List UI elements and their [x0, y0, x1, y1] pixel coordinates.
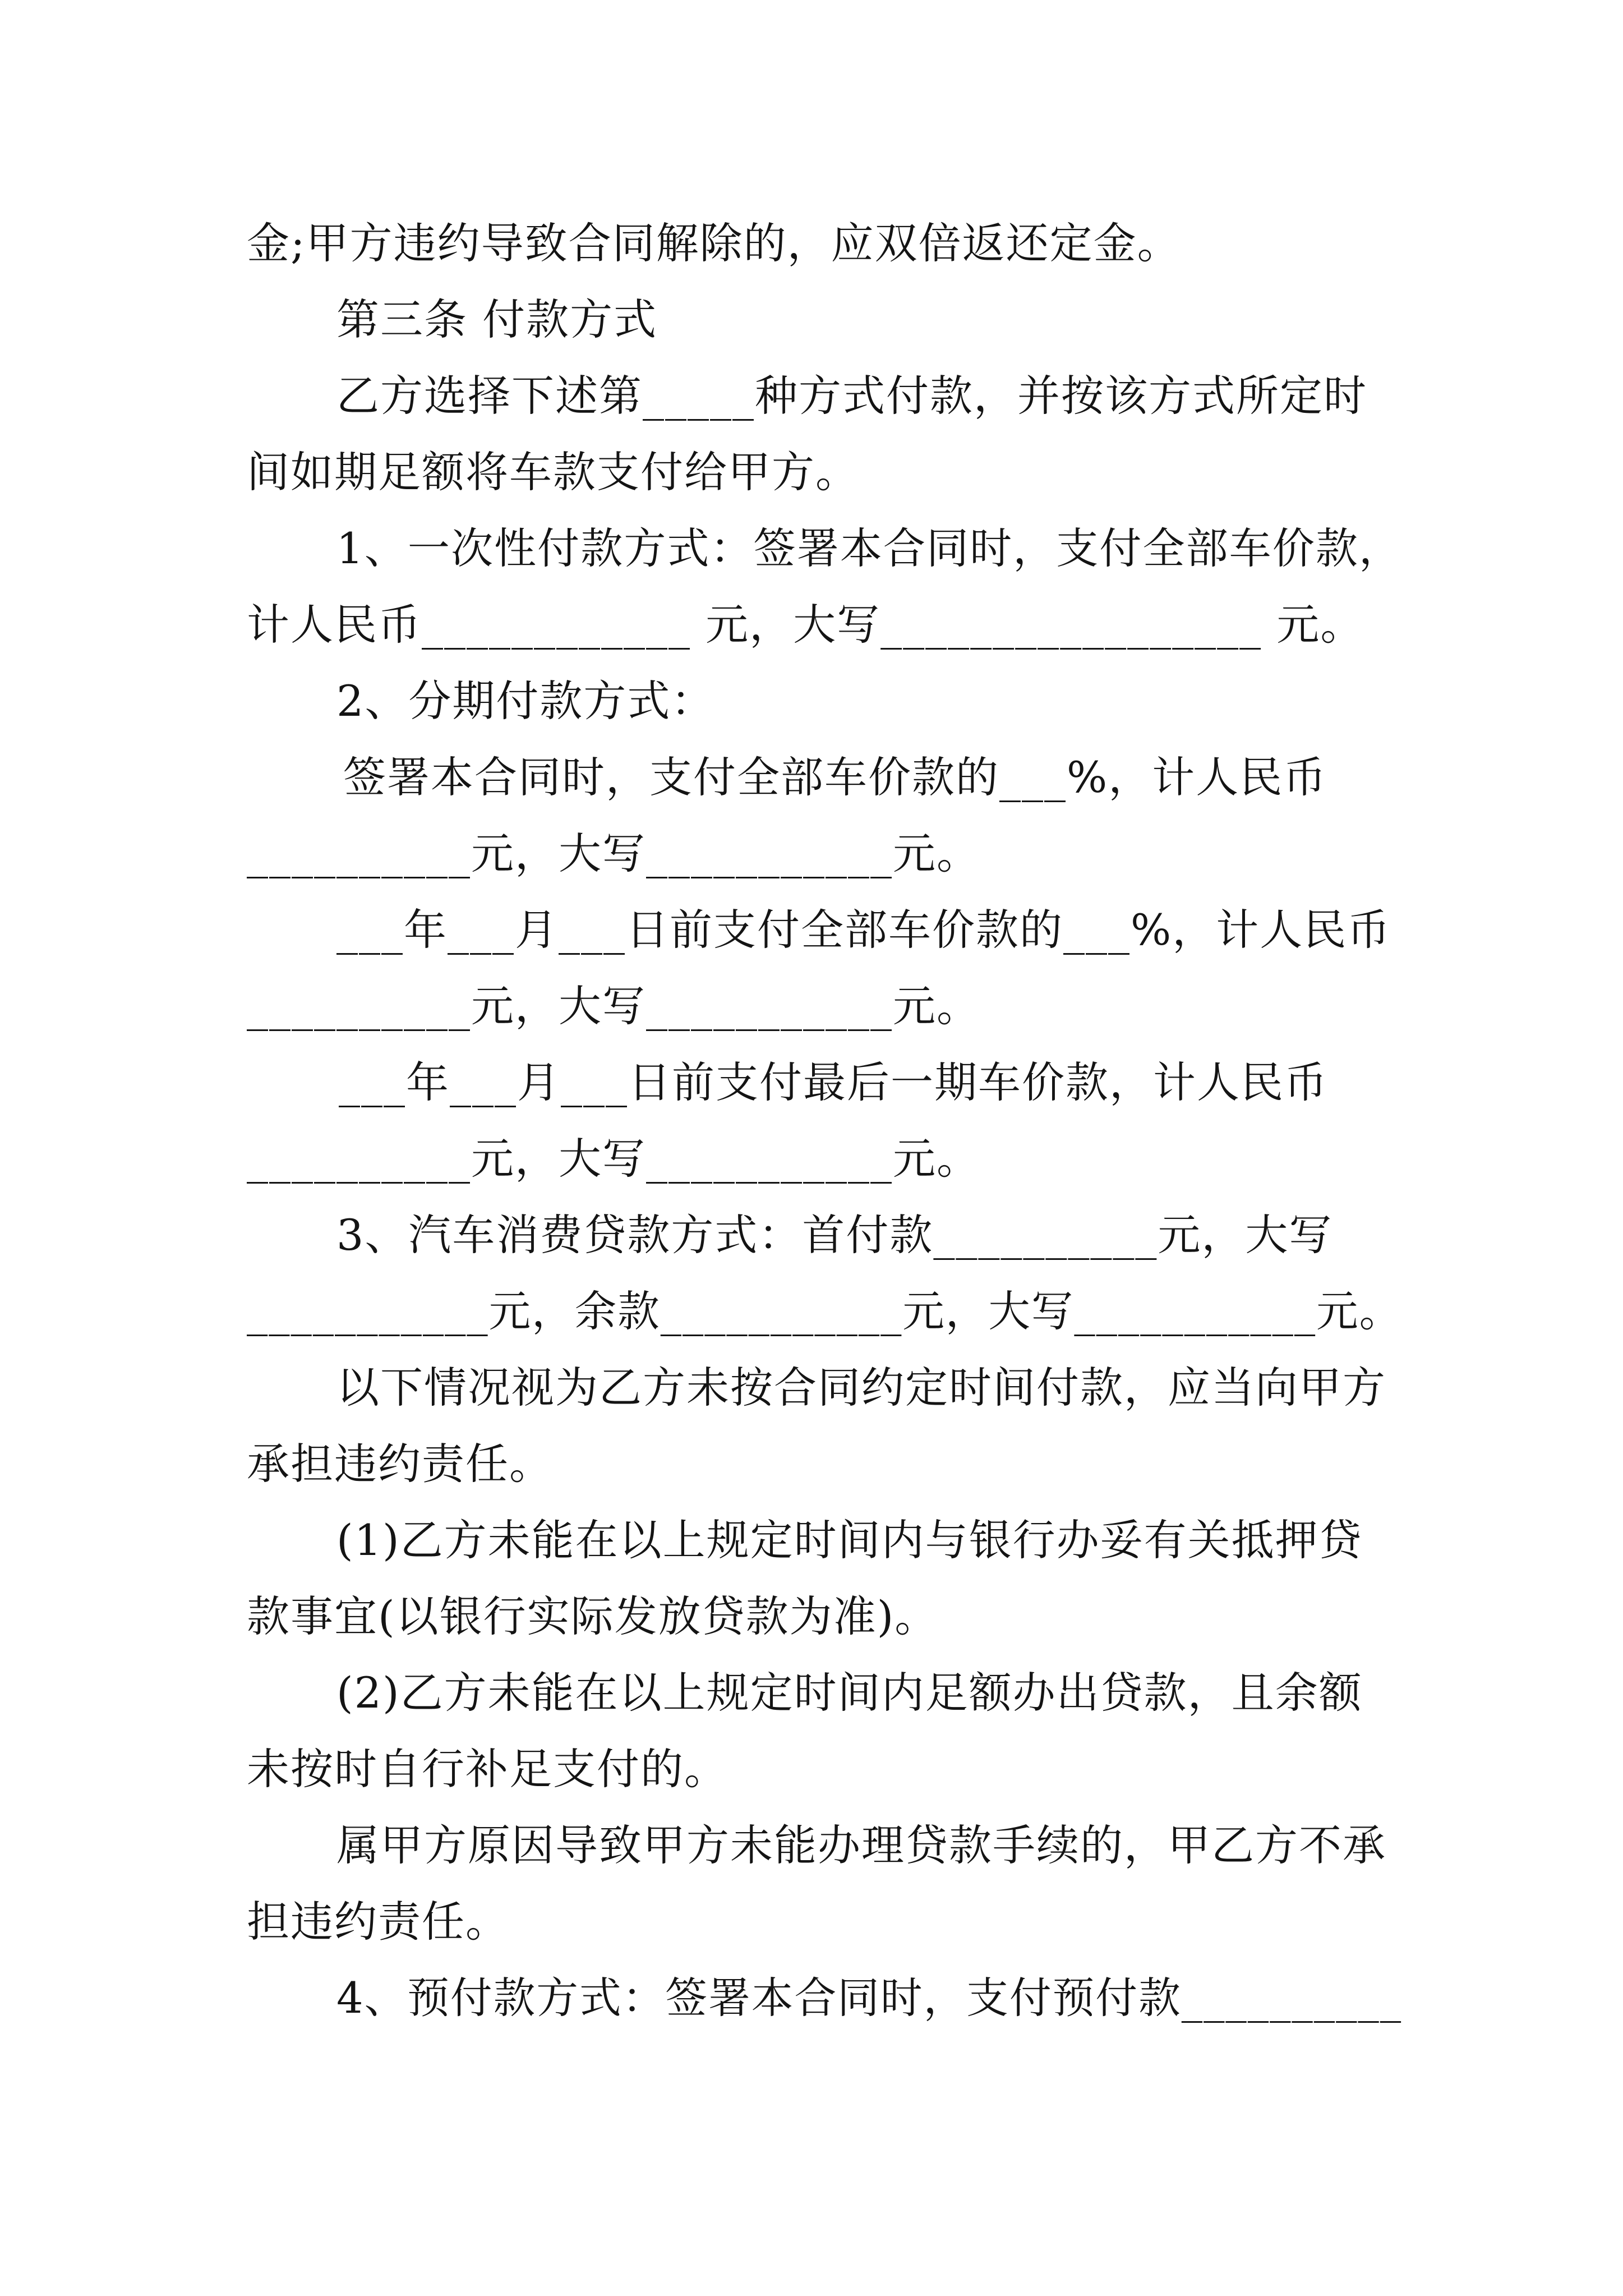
text-line: 属甲方原因导致甲方未能办理贷款手续的，甲乙方不承 — [336, 1820, 1386, 1870]
section-heading: 第三条 付款方式 — [336, 295, 658, 344]
text-line: __________元，大写___________元。 — [247, 981, 980, 1031]
text-line: 间如期足额将车款支付给甲方。 — [247, 447, 859, 497]
text-line: 计人民币____________ 元，大写_________________ 元。 — [247, 600, 1364, 650]
text-line: 3、汽车消费贷款方式：首付款__________元，大写 — [336, 1210, 1333, 1260]
text-line: 2、分期付款方式： — [336, 676, 715, 726]
text-line: 4、预付款方式：签署本合同时，支付预付款__________ — [336, 1973, 1403, 2023]
text-line: (2)乙方未能在以上规定时间内足额办出贷款，且余额 — [336, 1668, 1363, 1718]
text-line: (1)乙方未能在以上规定时间内与银行办妥有关抵押贷 — [336, 1515, 1363, 1565]
text-line: 承担违约责任。 — [247, 1439, 553, 1489]
text-line: 款事宜(以银行实际发放贷款为准)。 — [247, 1591, 939, 1641]
text-line: 以下情况视为乙方未按合同约定时间付款，应当向甲方 — [336, 1363, 1386, 1412]
text-line: 1、一次性付款方式：签署本合同时，支付全部车价款， — [336, 523, 1403, 573]
text-line: ___________元，余款___________元，大写___________元。 — [247, 1286, 1403, 1336]
text-line: __________元，大写___________元。 — [247, 1134, 980, 1184]
text-line: ___年___月___日前支付最后一期车价款，计人民币 — [339, 1057, 1328, 1107]
text-line: __________元，大写___________元。 — [247, 829, 980, 878]
text-line: 金;甲方违约导致合同解除的，应双倍返还定金。 — [247, 218, 1181, 268]
text-line: 签署本合同时，支付全部车价款的___%，计人民币 — [343, 752, 1327, 802]
text-line: 担违约责任。 — [247, 1897, 509, 1947]
text-line: 乙方选择下述第_____种方式付款，并按该方式所定时 — [336, 371, 1367, 421]
text-line: ___年___月___日前支付全部车价款的___%，计人民币 — [336, 905, 1391, 955]
text-line: 未按时自行补足支付的。 — [247, 1744, 728, 1794]
